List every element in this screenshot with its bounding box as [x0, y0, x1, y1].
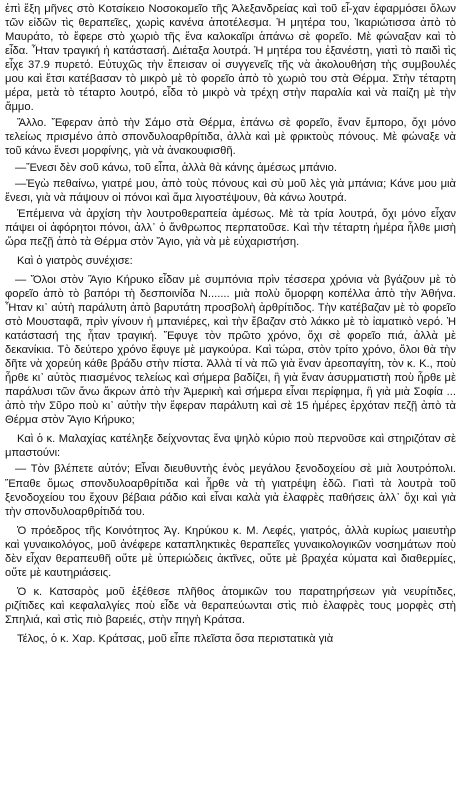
paragraph-katsaros-observations: Ὁ κ. Κατσαρὸς μοῦ ἐξέθεσε πλῆθος ἀτομικῶν του παρατηρήσεων γιὰ νευρίτιδες, ριζίτιδες καὶ κεφαλαλγίες ποὺ εἶδε νὰ θεραπεύωνται στὶς πιὸ ἐλαφρὲς τους μορφὲς στὴ Σπηλιά, καὶ στὶς πιὸ βαρειές, στὴν πηγὴ Κράτσα.	[5, 585, 456, 626]
paragraph-community-president: Ὁ πρόεδρος τῆς Κοινότητος Ἁγ. Κηρύκου κ. Μ. Λεφές, γιατρός, ἀλλὰ κυρίως μαιευτὴρ καὶ γυναικολόγος, μοῦ ἀνέφερε καταπληκτικὲς θεραπεῖες γυναικολογικῶν νοσημάτων ποὺ δὲν εἶχαν θεραπευθῆ οὔτε μὲ ὑπεριώδεις ἀκτῖνες, οὔτε μὲ βραχέα κύματα καὶ διαθερμίες, οὔτε μὲ καυτηριάσεις.	[5, 524, 456, 579]
paragraph-treatment-result: Ἐπέμεινα νὰ ἀρχίση τὴν λουτροθεραπεία ἀμέσως. Μὲ τὰ τρία λουτρά, ὄχι μόνο εἶχαν πάψει οἱ ἀφόρητοι πόνοι, ἀλλ᾽ ὁ ἄνθρωπος περπατοῦσε. Καὶ τὴν τέταρτη ἡμέρα ἦλθε μισὴ ὥρα πεζῇ ἀπὸ τὰ Θέρμα στὸν Ἅγιο, γιὰ νὰ μὲ εὐχαριστήση.	[5, 207, 456, 248]
paragraph-merchant-case: Ἄλλο. Ἔφεραν ἀπὸ τὴν Σάμο στὰ Θέρμα, ἐπάνω σὲ φορεῖο, ἕναν ἔμπορο, ὄχι μόνο τελείως πρισμένο ἀπὸ σπονδυλοαρθρίτιδα, ἀλλὰ καὶ μὲ φρικτοὺς πόνους. Μὲ φώναξε νὰ τοῦ κάνω ἔνεσι μορφίνης, γιὰ νὰ ἀνακουφισθῆ.	[5, 117, 456, 158]
paragraph-child-case: ἐπὶ ἕξη μῆνες στὸ Κοτσίκειο Νοσοκομεῖο τῆς Ἀλεξανδρείας καὶ τοῦ εἶ-χαν ἐφαρμόσει ὅλων τῶν εἰδῶν τὶς θεραπεῖες, χωρὶς κανένα ἀποτέλεσμα. Ἡ μητέρα του, Ἰκαριώτισσα ἀπὸ τὸ Μαυράτο, τὸ ἔφερε στὸ χωριὸ τῆς ἕνα καλοκαῖρι ἁπάνω σὲ φορεῖο. Μὲ φώναξαν καὶ τὸ εἶδα. Ἦταν τραγική ἡ κατάστασή. Διέταξα λουτρά. Ἡ μητέρα του ἐξανέστη, γιατὶ τὸ παιδὶ τὶς εἶχε 37.9 πυρετό. Εὐτυχῶς τὴν ἔπεισαν οἱ συγγενεῖς τῆς νὰ ἀκολουθήση τὴς συμβουλές μου καὶ ἔτσι κατέβασαν τὸ μικρὸ μὲ τὸ φορεῖο ἀπὸ τὸ χωριὸ του στὰ Θέρμα. Στὴν τέταρτη μέρα, μετὰ τὸ τέταρτο λουτρό, εἶδα τὸ μικρὸ νὰ τρέχη στὴν παραλία καὶ νὰ παίζη μὲ τὴν ἄμμο.	[5, 3, 456, 114]
paragraph-malachias-concludes: Καὶ ὁ κ. Μαλαχίας κατέληξε δείχνοντας ἕνα ψηλὸ κύριο ποὺ περνοῦσε καὶ στηριζόταν σὲ μπαστούνι:	[5, 433, 456, 460]
dialogue-patient-reply: —Ἐγὼ πεθαίνω, γιατρέ μου, ἀπὸ τοὺς πόνους καὶ σὺ μοῦ λὲς γιὰ μπάνια; Κάνε μου μιὰ ἔνεσι, γιὰ νὰ πάψουν οἱ πόνοι καὶ ἅμα λιγοστέψουν, θὰ κάνω λουτρά.	[5, 177, 456, 204]
dialogue-doctor-reply: —Ἔνεσι δὲν σοῦ κάνω, τοῦ εἶπα, ἀλλὰ θὰ κάνης ἀμέσως μπάνιο.	[15, 161, 338, 174]
paragraph-doctor-continues: Καὶ ὁ γιατρὸς συνέχισε:	[17, 254, 133, 267]
paragraph-young-woman-case: — Ὅλοι στὸν Ἅγιο Κήρυκο εἶδαν μὲ συμπόνια πρὶν τέσσερα χρόνια νὰ βγάζουν μὲ τὸ φορεῖο ἀπὸ τὸ βαπόρι τὴ δεσποινίδα Ν....... μιὰ πολὺ ὄμορφη κοπέλλα ἀπὸ τὴν Ἀθήνα. Ἦταν κι᾽ αὐτὴ παράλυτη ἀπὸ βαρυτάτη προσβολὴ ἀρθρίτιδος. Τὴν κατέβαζαν μὲ τὸ φορεῖο στὸ Μουσταφᾶ, πρὶν γίνουν ἡ μπανιέρες, καὶ τὴν ἔβαζαν στὸ λάκκο μὲ τὸ ἰαματικὸ νερό. Ἡ κατάστασή της ἦταν τραγική. Ἔφυγε τὸν πρῶτο χρόνο, ὄχι σὲ φορεῖο πιά, ἀλλὰ μὲ δεκανίκια. Τὸ δεύτερο χρόνο ἔφυγε μὲ μαγκούρα. Καὶ τώρα, στὸν τρίτο χρόνο, ὅλοι θὰ τὴν δῆτε νὰ χορεύη κάθε βράδυ στὴν πίστα. Ἀλλὰ τί νὰ πῶ γιὰ ἕναν ἀρεοπαγίτη, τὸν κ. Κ., ποὺ ἦρθε κι᾽ αὐτὸς πιασμένος τελείως καὶ σήμερα βαδίζει, ἢ γιὰ ἕναν ἀσυρματιστὴ ποὺ ἦρθε μὲ παράλυσι τῶν ἄνω ἄκρων ἀπὸ τὴν Ἀμερικὴ καὶ σήμερα εἶναι περίφημα, ἢ γιὰ μιὰ Σοφία ... ἀπὸ τὴν Σῦρο ποὺ κι᾽ αὐτὴν τὴν ἔφεραν παράλυτη καὶ σὲ 15 ἡμέρες ἐρχόταν πεζῇ ἀπὸ τὰ Θέρμα στὸν Ἅγιο Κήρυκο;	[5, 273, 456, 427]
paragraph-hotel-director: — Τὸν βλέπετε αὐτόν; Εἶναι διευθυντὴς ἑνὸς μεγάλου ξενοδοχείου σὲ μιὰ λουτρόπολι. Ἔπαθε ὅμως σπονδυλοαρθρίτιδα καὶ ἦρθε νὰ τὴ γιατρέψη ἐδῶ. Γιατὶ τὰ λουτρὰ τοῦ ξενοδοχείου του ἔχουν βέβαια ράδιο καὶ εἶναι καλὰ γιὰ ἐλαφρὲς παθήσεις ἀλλ᾽ ὄχι καὶ γιὰ τὴν σπονδυλοαρθρίτιδά του.	[5, 463, 456, 518]
paragraph-kratsas-cases: Τέλος, ὁ κ. Χαρ. Κράτσας, μοῦ εἶπε πλεῖστα ὅσα περιστατικὰ γιὰ	[17, 632, 334, 645]
